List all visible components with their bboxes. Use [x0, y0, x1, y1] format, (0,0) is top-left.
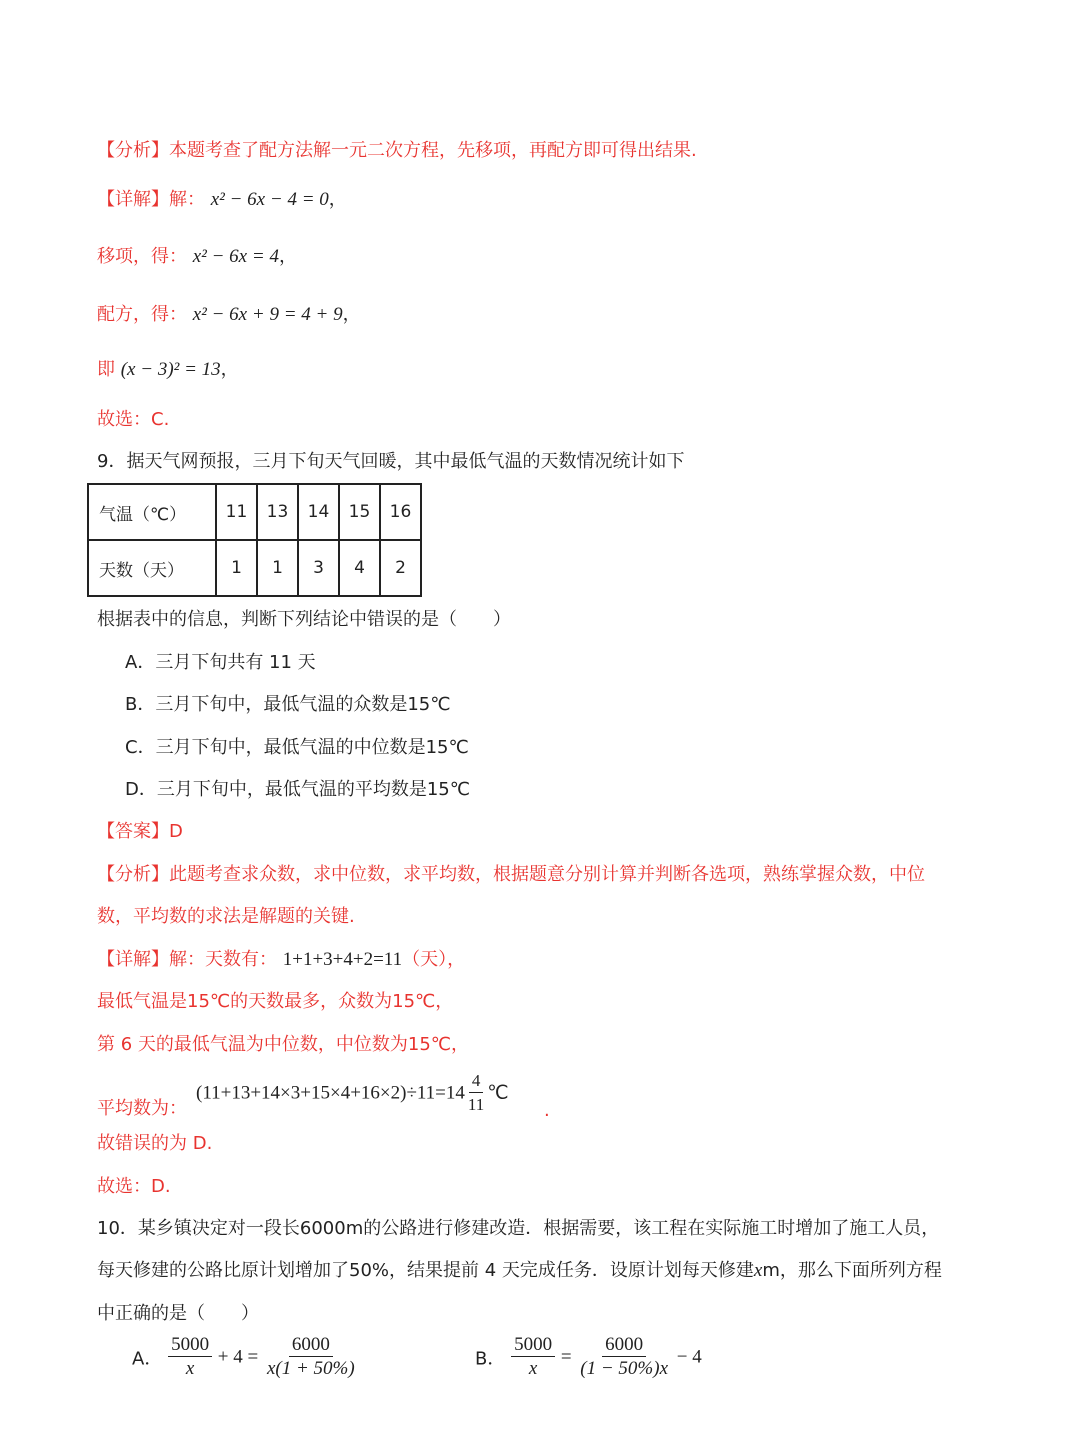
mean-expression: (11+13+14×3+15×4+16×2)÷11=14	[196, 1082, 465, 1104]
option-label: B．	[475, 1348, 506, 1370]
detail-tag: 【详解】	[97, 949, 169, 970]
table-row	[88, 484, 421, 540]
question-10-line2-text: 每天修建的公路比原计划增加了50%，结果提前 4 天完成任务．设原计划每天修建	[97, 1260, 754, 1281]
ji-line	[97, 358, 239, 382]
table-cell: 2	[380, 540, 421, 596]
comma: ，	[328, 189, 347, 210]
mean-end: .	[544, 1100, 550, 1121]
fraction-denominator: 11	[467, 1095, 485, 1114]
comma: ，	[278, 246, 297, 267]
detail-text: 解：天数有：	[169, 949, 277, 970]
table-cell: 11	[216, 484, 257, 540]
fraction-b1	[511, 1334, 555, 1381]
row-header-temp: 气温（℃）	[88, 484, 216, 540]
variable-x: x	[753, 1260, 763, 1281]
mean-label: 平均数为：	[97, 1098, 187, 1119]
table-cell: 4	[339, 540, 380, 596]
row-header-days: 天数（天）	[88, 540, 216, 596]
mean-expression-block	[196, 1070, 509, 1117]
equation-4: (x − 3)² = 13	[120, 359, 221, 380]
fraction-b2	[577, 1334, 671, 1381]
detail-line-q9	[97, 948, 465, 972]
fraction-numerator: 6000	[602, 1334, 646, 1357]
median-line: 第 6 天的最低气温为中位数，中位数为15℃，	[97, 1034, 470, 1055]
table-cell: 1	[257, 540, 298, 596]
equation-3: x² − 6x + 9 = 4 + 9	[192, 304, 343, 325]
square-label: 配方，得：	[97, 304, 187, 325]
operator: + 4 =	[217, 1346, 259, 1368]
table-cell: 1	[216, 540, 257, 596]
fraction-denominator: x(1 + 50%)	[266, 1358, 355, 1379]
option-a-q10	[132, 1334, 358, 1381]
mode-line: 最低气温是15℃的天数最多，众数为15℃，	[97, 991, 454, 1012]
operator: =	[560, 1346, 572, 1368]
question-10-line2	[97, 1259, 942, 1283]
equation-2: x² − 6x = 4	[192, 246, 279, 267]
option-b: B．三月下旬中，最低气温的众数是15℃	[125, 694, 451, 715]
question-9: 9．据天气网预报，三月下旬天气回暖，其中最低气温的天数情况统计如下	[97, 451, 685, 472]
mean-unit: ℃	[487, 1083, 509, 1104]
table-row	[88, 540, 421, 596]
option-c: C．三月下旬中，最低气温的中位数是15℃	[125, 737, 469, 758]
detail-line-q8	[97, 188, 347, 212]
fraction-numerator: 4	[469, 1070, 484, 1093]
comma: ，	[220, 359, 239, 380]
fraction-a1	[168, 1334, 212, 1381]
option-b-q10	[475, 1334, 702, 1381]
fraction-a2	[264, 1334, 358, 1381]
question-10-line2-tail: m，那么下面所列方程	[762, 1260, 942, 1281]
analysis-text: 此题考查求众数，求中位数，求平均数，根据题意分别计算并判断各选项，熟练掌握众数，中位	[169, 864, 925, 885]
answer-tag: 【答案】	[97, 821, 169, 842]
equation-1: x² − 6x − 4 = 0	[210, 189, 329, 210]
square-line	[97, 303, 361, 327]
sum-equation: 1+1+3+4+2=11	[282, 949, 403, 970]
answer-value: D	[169, 821, 183, 842]
detail-tag: 【详解】	[97, 189, 169, 210]
analysis-text: 本题考查了配方法解一元二次方程，先移项，再配方即可得出结果.	[169, 140, 697, 161]
table-cell: 13	[257, 484, 298, 540]
temperature-table	[87, 483, 422, 597]
move-line	[97, 245, 297, 269]
table-cell: 3	[298, 540, 339, 596]
comma: ，	[342, 304, 361, 325]
answer-line	[97, 820, 183, 844]
detail-prefix: 解：	[169, 189, 205, 210]
table-cell: 15	[339, 484, 380, 540]
fraction-denominator: x	[528, 1358, 538, 1379]
ji-label: 即	[97, 359, 115, 380]
analysis-tag: 【分析】	[97, 864, 169, 885]
analysis-line-q9-cont: 数，平均数的求法是解题的关键.	[97, 906, 355, 927]
question-10-line1: 10．某乡镇决定对一段长6000m的公路进行修建改造．根据需要，该工程在实际施工时增加了施工人员，	[97, 1218, 940, 1239]
wrong-line: 故错误的为 D.	[97, 1133, 213, 1154]
option-d: D．三月下旬中，最低气温的平均数是15℃	[125, 779, 470, 800]
analysis-tag: 【分析】	[97, 140, 169, 161]
move-label: 移项，得：	[97, 246, 187, 267]
table-cell: 14	[298, 484, 339, 540]
choose-q9: 故选：D.	[97, 1176, 171, 1197]
choose-q8: 故选：C.	[97, 409, 170, 430]
table-cell: 16	[380, 484, 421, 540]
option-a: A．三月下旬共有 11 天	[125, 652, 316, 673]
analysis-line-q8	[97, 139, 697, 163]
operator-tail: − 4	[676, 1346, 702, 1368]
sum-unit: （天），	[402, 949, 466, 970]
fraction-numerator: 6000	[289, 1334, 333, 1357]
fraction-numerator: 5000	[168, 1334, 212, 1357]
question-10-line3: 中正确的是（ ）	[97, 1303, 259, 1324]
option-label: A．	[132, 1348, 163, 1370]
mean-fraction	[465, 1070, 487, 1117]
fraction-denominator: x	[185, 1358, 195, 1379]
analysis-line-q9	[97, 863, 925, 887]
question-9-prompt: 根据表中的信息，判断下列结论中错误的是（ ）	[97, 609, 511, 630]
fraction-numerator: 5000	[511, 1334, 555, 1357]
fraction-denominator: (1 − 50%)x	[580, 1358, 669, 1379]
